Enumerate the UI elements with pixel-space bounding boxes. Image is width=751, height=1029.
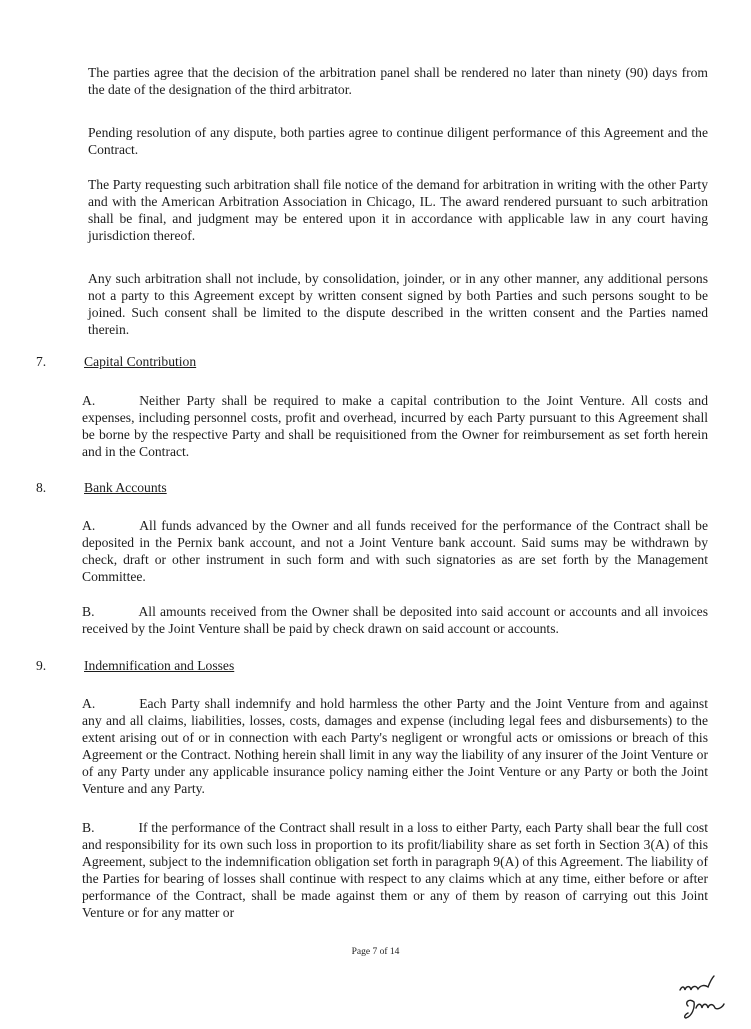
section-8-item-a <box>82 517 708 585</box>
section-8-title: Bank Accounts <box>84 480 167 495</box>
section-7-item-a <box>82 392 708 460</box>
section-8-item-a-letter: A. <box>82 518 96 533</box>
section-9-item-b-text: If the performance of the Contract shall result in a loss to either Party, each Party shall bear the full cost and responsibility for its own such loss in proportion to its profit/liability share as set forth in Section 3(A) of this Agreement, subject to the indemnification obligation set forth in paragraph 9(A) of this Agreement. The liability of the Parties for bearing of losses shall continue with respect to any claims which at any time, either before or after performance of the Contract, shall be made against them or any of them by reason of carrying out this Joint Venture or for any matter or <box>82 820 708 920</box>
section-9-number: 9. <box>36 658 47 673</box>
section-7-item-a-text: Neither Party shall be required to make a capital contribution to the Joint Venture. All costs and expenses, including personnel costs, profit and overhead, incurred by each Party pursuant to this Agreement shall be borne by the respective Party and shall be requisitioned from the Owner for reimbursement as set forth herein and in the Contract. <box>82 393 708 459</box>
section-8-number: 8. <box>36 480 47 495</box>
page-number-footer: Page 7 of 14 <box>351 947 400 957</box>
handwritten-initials-icon <box>668 968 738 1024</box>
paragraph-arbitration-decision: The parties agree that the decision of the arbitration panel shall be rendered no later than ninety (90) days from the date of the designation of the third arbitrator. <box>88 65 708 97</box>
section-9-item-b-letter: B. <box>82 820 95 835</box>
section-9-item-b <box>82 819 708 921</box>
section-8-item-b-letter: B. <box>82 604 95 619</box>
section-8-item-b <box>82 603 708 637</box>
section-7-item-a-letter: A. <box>82 393 96 408</box>
section-9-title: Indemnification and Losses <box>84 658 235 673</box>
section-8-item-b-text: All amounts received from the Owner shall be deposited into said account or accounts and all invoices received by the Joint Venture shall be paid by check drawn on said account or accounts. <box>82 604 708 636</box>
paragraph-pending-resolution: Pending resolution of any dispute, both parties agree to continue diligent performance of this Agreement and the Contract. <box>88 125 708 157</box>
section-9-item-a-letter: A. <box>82 696 96 711</box>
section-9-item-a <box>82 695 708 797</box>
section-8-item-a-text: All funds advanced by the Owner and all funds received for the performance of the Contract shall be deposited in the Pernix bank account, and not a Joint Venture bank account. Said sums may be withdrawn by check, draft or other instrument in such form and with such signatories as are set forth by the Management Committee. <box>82 518 708 584</box>
paragraph-arbitration-joinder: Any such arbitration shall not include, by consolidation, joinder, or in any other manner, any additional persons not a party to this Agreement except by written consent signed by both Parties and such persons sought to be joined. Such consent shall be limited to the dispute described in the written consent and the Parties named therein. <box>88 271 708 337</box>
paragraph-arbitration-request: The Party requesting such arbitration shall file notice of the demand for arbitration in writing with the other Party and with the American Arbitration Association in Chicago, IL. The award rendered pursuant to such arbitration shall be final, and judgment may be entered upon it in accordance with applicable law in any court having jurisdiction thereof. <box>88 177 708 243</box>
section-7-number: 7. <box>36 354 47 369</box>
section-7-title: Capital Contribution <box>84 354 197 369</box>
section-9-item-a-text: Each Party shall indemnify and hold harmless the other Party and the Joint Venture from and against any and all claims, liabilities, losses, costs, damages and expense (including legal fees and disbursements) to the extent arising out of or in connection with each Party's negligent or wrongful acts or omissions or breach of this Agreement or the Contract. Nothing herein shall limit in any way the liability of any insurer of the Joint Venture or of any Party under any applicable insurance policy naming either the Joint Venture or any Party or both the Joint Venture and any Party. <box>82 696 708 796</box>
